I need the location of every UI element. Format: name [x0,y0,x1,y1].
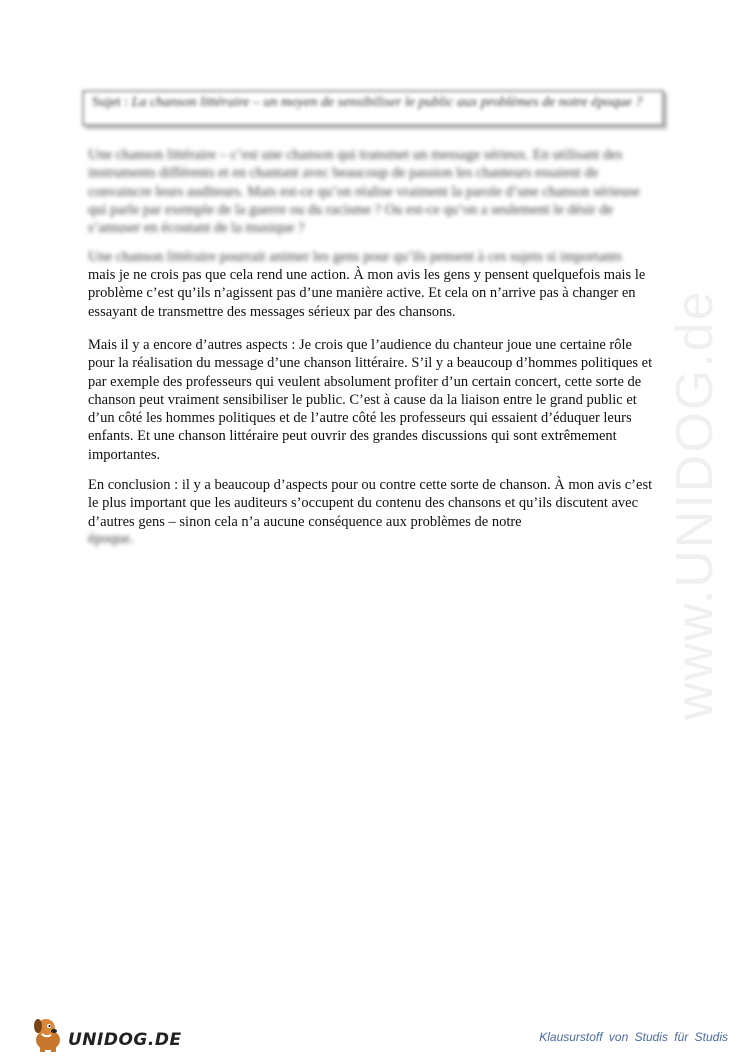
intro-paragraph: Une chanson littéraire – c’est une chanson qui transmet un message sérieux. En utilisant des instruments différents et en chantant avec beaucoup de passion les chanteurs essaient de convaincre leurs auditeurs. Mais est-ce qu’on réalise vraiment la parole d’une chanson sérieuse qui parle par exemple de la guerre ou du racisme ? Ou est-ce qu’on a seulement le désir de s’amuser en écoutant de la musique ? [88,147,640,237]
paragraph-2-first-line: Une chanson littéraire pourrait animer les gens pour qu’ils pensent à ces sujets si importants [88,249,622,265]
footer-tagline: Klausurstoff von Studis für Studis [539,1030,728,1044]
watermark-text: www.UNIDOG.de [666,289,724,720]
conclusion-last-word: époque. [88,531,134,547]
paragraph-3: Mais il y a encore d’autres aspects : Je crois que l’audience du chanteur joue une certaine rôle pour la réalisation du message d’une chanson littéraire. S’il y a beaucoup d’hommes politiques et par exemple des professeurs qui veulent absolument profiter d’un certain concert, cette sorte de chanson peut vraiment sensibiliser le public. C’est à cause da la liaison entre le grand public et d’un côté les hommes politiques et de l’autre côté les professeurs qui essaient d’éduquer leurs enfants. Et une chanson littéraire peut ouvrir des grandes discussions qui sont extrêmement importantes. [88,337,653,463]
conclusion-paragraph: En conclusion : il y a beaucoup d’aspects pour ou contre cette sorte de chanson. À mon avis c’est le plus important que les auditeurs s’occupent du contenu des chansons et qu’ils discutent avec d’autres gens – sinon cela n’a aucune conséquence aux problèmes de notre [88,477,653,530]
dog-mascot-icon [28,1014,68,1054]
subject-box [82,90,664,126]
logo-text: UNIDOG.DE [68,1030,182,1050]
paragraph-2: mais je ne crois pas que cela rend une action. À mon avis les gens y pensent quelquefois mais le problème c’est qu’ils n’agissent pas d’une manière active. Et cela on n’arrive pas à changer en essayant de transmettre des messages sérieux par des chansons. [88,267,646,320]
subject-text: La chanson littéraire – un moyen de sensibiliser le public aux problèmes de notre époque ? [131,95,643,110]
unidog-logo[interactable] [28,1014,188,1054]
subject-label: Sujet : [92,95,129,110]
